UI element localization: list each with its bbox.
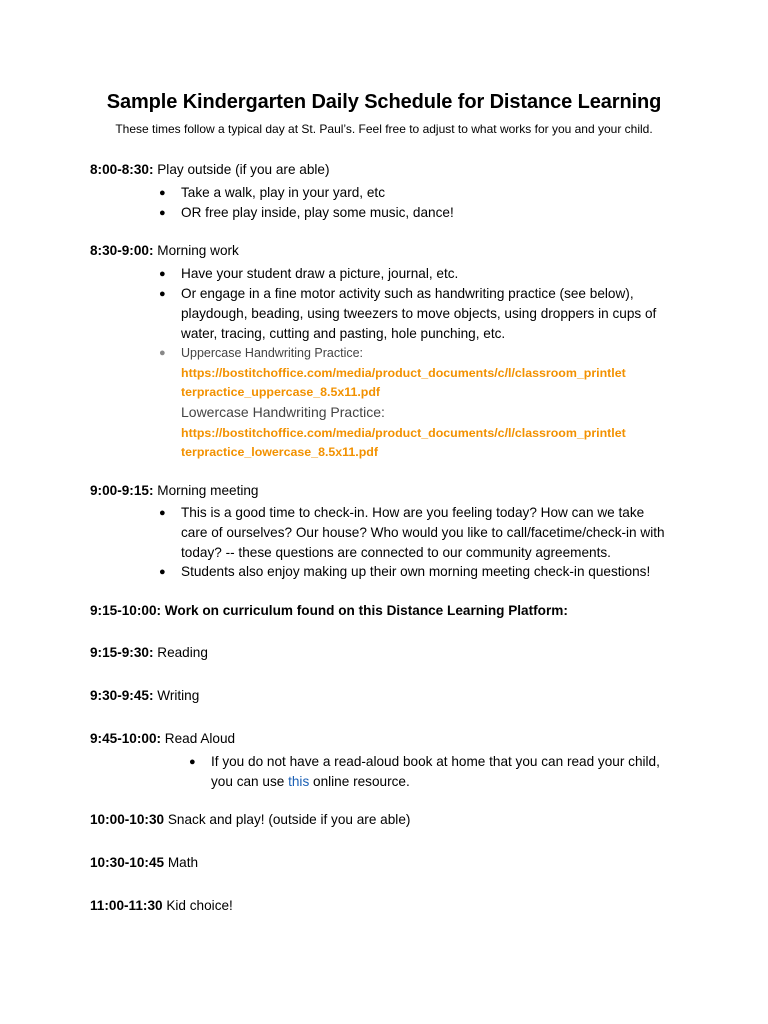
activity-label: Morning meeting xyxy=(153,483,259,498)
schedule-entry-9-00 xyxy=(90,481,259,501)
list-item-line: If you do not have a read-aloud book at home that you can read your child, xyxy=(211,754,660,769)
time-label: 9:00-9:15: xyxy=(90,483,154,498)
list-item-line: water, tracing, cutting and pasting, hole punching, etc. xyxy=(181,326,506,341)
time-label: 11:00-11:30 xyxy=(90,898,163,913)
bullet-icon: ● xyxy=(159,268,166,280)
list-item: Have your student draw a picture, journal, etc. xyxy=(181,266,459,281)
list-item-line: playdough, beading, using tweezers to move objects, using droppers in cups of xyxy=(181,306,657,321)
list-item-line xyxy=(211,772,410,792)
schedule-entry-read-aloud xyxy=(90,729,235,749)
time-label: 9:45-10:00: xyxy=(90,731,162,746)
schedule-entry-writing xyxy=(90,686,199,706)
curriculum-heading: 9:15-10:00: Work on curriculum found on this Distance Learning Platform: xyxy=(90,603,568,618)
activity-label: Snack and play! (outside if you are able) xyxy=(164,812,411,827)
document-subtitle: These times follow a typical day at St. Paul’s. Feel free to adjust to what works for you and your child. xyxy=(115,122,653,136)
time-label: 8:30-9:00: xyxy=(90,243,154,258)
schedule-entry-8-30 xyxy=(90,241,239,261)
bullet-icon: ● xyxy=(159,566,166,578)
schedule-entry-math xyxy=(90,853,198,873)
bullet-icon: ● xyxy=(159,187,166,199)
lowercase-practice-link[interactable]: terpractice_lowercase_8.5x11.pdf xyxy=(181,445,378,459)
list-item: Take a walk, play in your yard, etc xyxy=(181,185,385,200)
document-title: Sample Kindergarten Daily Schedule for Distance Learning xyxy=(106,91,662,113)
activity-label: Math xyxy=(164,855,199,870)
time-label: 9:30-9:45: xyxy=(90,688,154,703)
time-label: 8:00-8:30: xyxy=(90,162,154,177)
lowercase-practice-label: Lowercase Handwriting Practice: xyxy=(181,404,385,420)
list-item: Students also enjoy making up their own morning meeting check-in questions! xyxy=(181,564,651,579)
list-item-line: This is a good time to check-in. How are you feeling today? How can we take xyxy=(181,505,645,520)
list-item-line: care of ourselves? Our house? Who would you like to call/facetime/check-in with xyxy=(181,525,665,540)
uppercase-practice-link[interactable]: terpractice_uppercase_8.5x11.pdf xyxy=(181,385,381,399)
list-item-line: today? -- these questions are connected to our community agreements. xyxy=(181,545,611,560)
schedule-entry-reading xyxy=(90,643,208,663)
text-fragment: you can use xyxy=(211,774,289,789)
bullet-icon: ● xyxy=(189,756,196,768)
lowercase-practice-link[interactable]: https://bostitchoffice.com/media/product_documents/c/l/classroom_printlet xyxy=(181,426,626,440)
time-label: 10:30-10:45 xyxy=(90,855,165,870)
time-label: 10:00-10:30 xyxy=(90,812,165,827)
online-resource-link[interactable]: this xyxy=(288,774,310,789)
bullet-icon: ● xyxy=(159,288,166,300)
list-item-line: Or engage in a fine motor activity such as handwriting practice (see below), xyxy=(181,286,634,301)
uppercase-practice-link[interactable]: https://bostitchoffice.com/media/product_documents/c/l/classroom_printlet xyxy=(181,366,626,380)
activity-label: Play outside (if you are able) xyxy=(153,162,330,177)
activity-label: Writing xyxy=(153,688,200,703)
list-item: OR free play inside, play some music, dance! xyxy=(181,205,454,220)
schedule-entry-snack xyxy=(90,810,410,830)
text-fragment: online resource. xyxy=(309,774,410,789)
bullet-icon: ● xyxy=(159,507,166,519)
activity-label: Reading xyxy=(153,645,208,660)
activity-label: Read Aloud xyxy=(161,731,236,746)
time-label: 9:15-9:30: xyxy=(90,645,154,660)
schedule-entry-8-00 xyxy=(90,160,330,180)
bullet-icon: ● xyxy=(159,207,166,219)
activity-label: Morning work xyxy=(153,243,239,258)
bullet-icon: ● xyxy=(159,347,166,359)
schedule-entry-kid-choice xyxy=(90,896,233,916)
activity-label: Kid choice! xyxy=(162,898,233,913)
uppercase-practice-label: Uppercase Handwriting Practice: xyxy=(181,346,364,360)
